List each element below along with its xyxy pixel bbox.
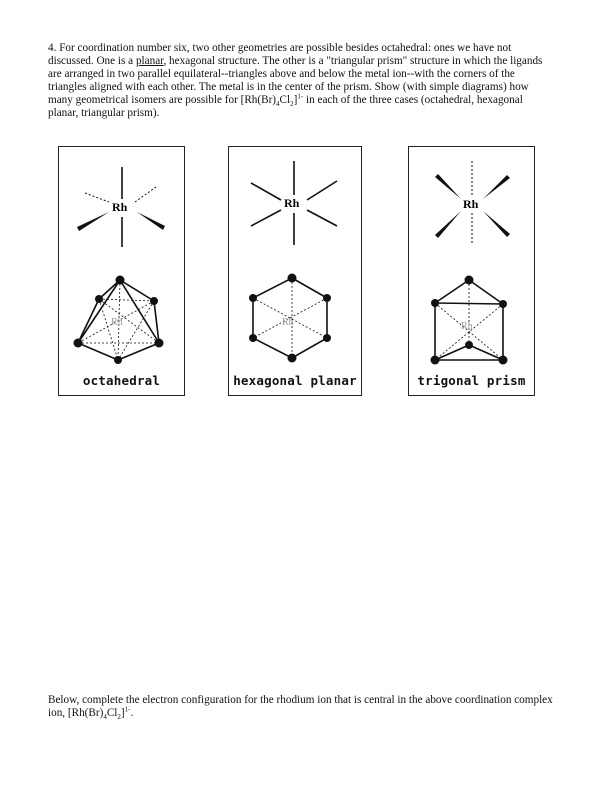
octahedral-diagram — [59, 147, 184, 395]
footer-text-part: ] — [120, 707, 125, 719]
trigonal-prism-diagram — [409, 147, 534, 395]
rh-label: Rh — [463, 197, 479, 211]
rh-faint-label: Rh — [282, 317, 294, 328]
trigonal-prism-panel — [408, 146, 535, 396]
rh-faint-label: Rh — [111, 317, 123, 328]
rh-label: Rh — [112, 200, 128, 214]
hexagonal-planar-panel — [228, 146, 362, 396]
question-number: 4. — [48, 42, 57, 54]
formula-subscript: 4 — [103, 713, 107, 722]
question-text-part: in each of the three cases (octahedral, hexagonal planar, triangular prism). — [48, 94, 523, 119]
question-text-part: For coordination number six, two other geometries are possible besides octahedral: ones we have not discussed. One is a — [48, 42, 512, 67]
hexagonal-planar-caption: hexagonal planar — [233, 373, 357, 388]
formula-subscript: 4 — [276, 100, 280, 109]
footer-text-part: . — [130, 707, 134, 719]
footer-text-part: Cl — [106, 707, 118, 719]
question-text-part: Cl — [279, 94, 291, 106]
rh-label: Rh — [284, 196, 300, 210]
formula-charge: 1- — [297, 92, 304, 101]
question-text-part: ] — [293, 94, 298, 106]
formula-subscript: 2 — [117, 713, 121, 722]
formula-subscript: 2 — [290, 100, 294, 109]
hexagonal-planar-diagram — [229, 147, 361, 395]
question-text — [48, 42, 554, 120]
planar-underlined-word: planar — [135, 55, 164, 67]
rh-faint-label: Rh — [461, 321, 473, 332]
formula-charge: 1- — [124, 705, 131, 714]
footer-text-part: Below, complete the electron configuration for the rhodium ion that is central in the above coordination complex ion, [Rh(Br) — [48, 694, 553, 719]
octahedral-panel — [58, 146, 185, 396]
question-text-part: , hexagonal structure. The other is a "triangular prism" structure in which the ligands are arranged in two parallel equilateral--triangles above and below the metal ion--with the corners of the triangles aligned with each other. The metal is in the center of the prism. Show (with simple diagrams) how many geometrical isomers are possible for [Rh(Br) — [48, 55, 543, 106]
trigonal-prism-caption: trigonal prism — [417, 373, 526, 388]
octahedral-caption: octahedral — [82, 373, 161, 388]
footer-text — [48, 694, 554, 720]
